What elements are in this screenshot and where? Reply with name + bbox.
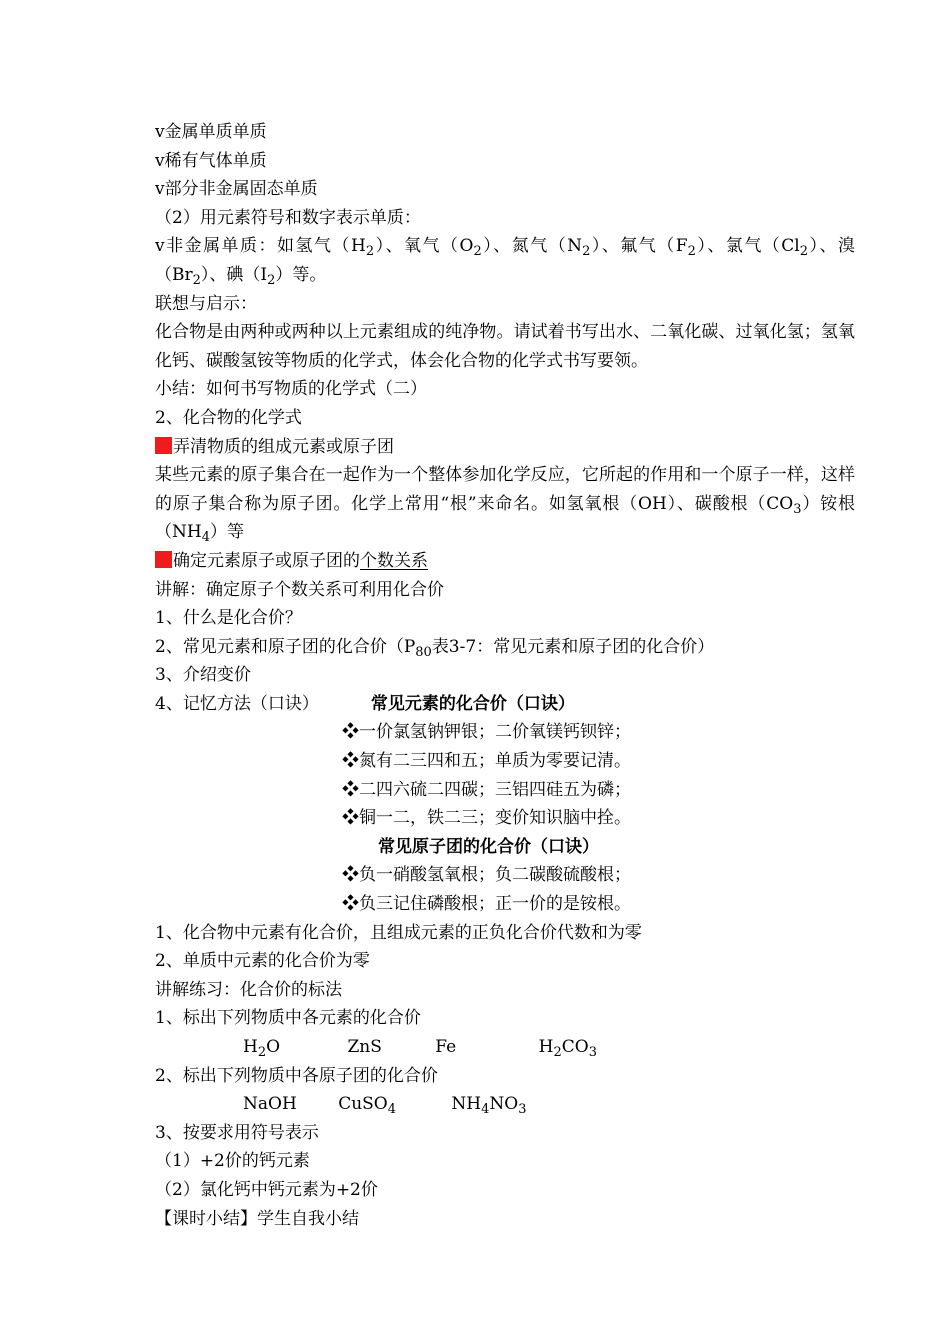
text-line: 1、化合物中元素有化合价，且组成元素的正负化合价代数和为零 <box>155 922 642 943</box>
text-line: 讲解：确定原子个数关系可利用化合价 <box>155 579 444 600</box>
text-line: 1、标出下列物质中各元素的化合价 <box>155 1008 421 1029</box>
text-line: 讲解练习：化合价的标法 <box>155 979 342 1000</box>
verse-line: ❖负一硝酸氢氧根；负二碳酸硫酸根； <box>342 865 631 886</box>
formula: NaOH <box>243 1094 297 1115</box>
formula-row <box>155 1090 855 1119</box>
formula: CuSO$_4$ <box>338 1094 397 1118</box>
verse-line: ❖氮有二三四和五；单质为零要记清。 <box>342 751 631 772</box>
text-line: （2）用元素符号和数字表示单质： <box>155 207 421 228</box>
section-title: 常见元素的化合价（口诀） <box>370 693 575 714</box>
formula: $H_2O$ <box>243 1037 281 1060</box>
formula-row <box>155 1033 855 1062</box>
section-title: 常见原子团的化合价（口诀） <box>378 836 599 857</box>
text-line: 2、标出下列物质中各原子团的化合价 <box>155 1065 438 1086</box>
text-line: 2、单质中元素的化合价为零 <box>155 951 370 972</box>
bullet-line: 确定元素原子或原子团的个数关系 <box>155 547 855 576</box>
verse-line: ❖二四六硫二四碳；三铝四硅五为磷； <box>342 779 631 800</box>
paragraph-radical: 某些元素的原子集合在一起作为一个整体参加化学反应，它所起的作用和一个原子一样，这样的原子集合称为原子团。化学上常用“根”来命名。如氢氧根（OH）、碳酸根$(CO_3)$铵根$(NH_4)$等 <box>155 465 856 546</box>
bullet-line: 弄清物质的组成元素或原子团 <box>155 433 855 462</box>
verse-line: ❖一价氯氢钠钾银；二价氧镁钙钡锌； <box>342 722 631 743</box>
text-line: 4、记忆方法（口诀） 常见元素的化合价（口诀） <box>155 693 575 714</box>
text-line: 联想与启示： <box>155 293 257 314</box>
verse-line: ❖负三记住磷酸根；正一价的是铵根。 <box>342 894 631 915</box>
text-line: v金属单质单质 <box>155 122 267 142</box>
text-line: 2、化合物的化学式 <box>155 407 302 428</box>
red-square-icon <box>155 437 172 454</box>
text-line: 2、常见元素和原子团的化合价（$P_{80}$表3-7：常见元素和原子团的化合价） <box>155 636 715 660</box>
text-line: 3、按要求用符号表示 <box>155 1122 319 1143</box>
text-line: （2）氯化钙中钙元素为+2价 <box>155 1179 378 1200</box>
text-line: 3、介绍变价 <box>155 665 251 686</box>
formula: Fe <box>435 1037 457 1057</box>
paragraph-compound: 化合物是由两种或两种以上元素组成的纯净物。请试着书写出水、二氧化碳、过氧化氢；氢氧化钙、碳酸氢铵等物质的化学式，体会化合物的化学式书写要领。 <box>155 322 855 371</box>
formula: $H_2CO_3$ <box>538 1037 597 1060</box>
verse-line: ❖铜一二，铁二三；变价知识脑中拴。 <box>342 808 631 829</box>
formula: $NH_4NO_3$ <box>451 1094 527 1118</box>
paragraph-nonmetal: v非金属单质：如氢气$(H_2)$、氧气$(O_2)$、氮气$(N_2)$、氟气$(F_2)$、氯气$(Cl_2)$、溴$(Br_2)$、碘$(I_2)$等。 <box>155 236 855 288</box>
formula: ZnS <box>347 1037 382 1057</box>
text-line: v稀有气体单质 <box>155 150 267 171</box>
text-line: 小结：如何书写物质的化学式（二） <box>155 379 427 400</box>
text-line: 【课时小结】学生自我小结 <box>155 1208 359 1229</box>
text-line: （1）+2价的钙元素 <box>155 1151 310 1172</box>
red-square-icon <box>155 551 172 568</box>
text-line: v部分非金属固态单质 <box>155 179 318 200</box>
document-body <box>155 118 855 1233</box>
text-line: 1、什么是化合价？ <box>155 608 302 629</box>
